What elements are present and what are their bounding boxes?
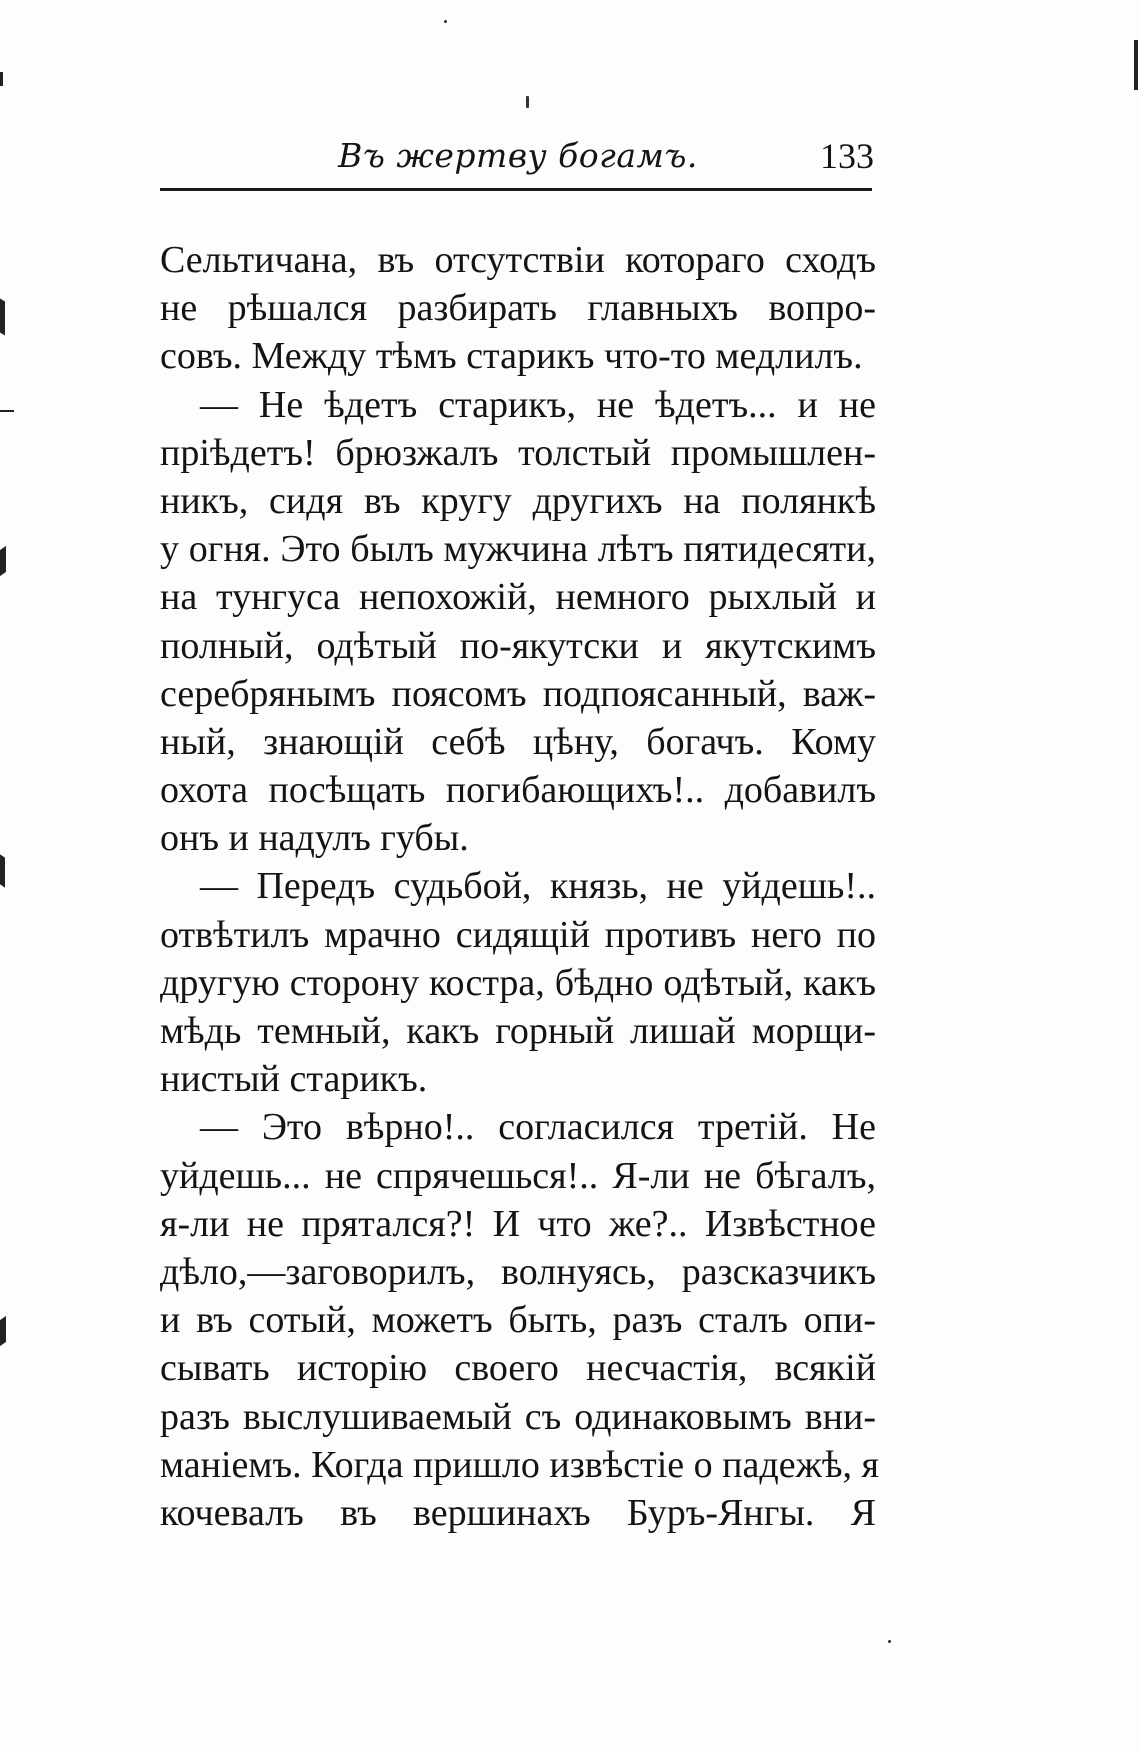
- scan-speck: [888, 1640, 891, 1643]
- scan-artifact: [1134, 40, 1138, 90]
- scan-speck: [526, 96, 529, 108]
- scan-artifact: [0, 854, 5, 888]
- scan-speck: [444, 20, 447, 23]
- text-line: дѣло,—заговорилъ, волнуясь, разсказчикъ: [160, 1250, 876, 1293]
- text-line: разъ выслушиваемый съ одинаковымъ вни-: [160, 1395, 876, 1438]
- text-line: другую сторону костра, бѣдно одѣтый, какъ: [160, 961, 876, 1004]
- scan-artifact: [0, 1316, 6, 1346]
- text-line: нистый старикъ.: [160, 1058, 428, 1101]
- text-line: — Передъ судьбой, князь, не уйдешь!..: [200, 865, 876, 908]
- text-line: серебрянымъ поясомъ подпоясанный, важ-: [160, 672, 876, 715]
- text-line: онъ и надулъ губы.: [160, 817, 469, 860]
- text-line: — Это вѣрно!.. согласился третій. Не: [200, 1106, 876, 1149]
- header-rule: [160, 188, 872, 191]
- page-number: 133: [820, 136, 874, 176]
- text-line: не рѣшался разбирать главныхъ вопро-: [160, 287, 876, 330]
- text-line: и въ сотый, можетъ быть, разъ сталъ опи-: [160, 1299, 876, 1342]
- text-line: маніемъ. Когда пришло извѣстіе о падежѣ, я: [160, 1443, 879, 1486]
- text-line: совъ. Между тѣмъ старикъ что-то медлилъ.: [160, 335, 863, 378]
- text-line: я-ли не прятался?! И что же?.. Извѣстное: [160, 1202, 876, 1245]
- text-line: — Не ѣдетъ старикъ, не ѣдетъ... и не: [200, 383, 876, 426]
- text-line: на тунгуса непохожій, немного рыхлый и: [160, 576, 876, 619]
- text-line: полный, одѣтый по-якутски и якутскимъ: [160, 624, 876, 667]
- scan-artifact: [0, 410, 14, 412]
- text-line: охота посѣщать погибающихъ!.. добавилъ: [160, 769, 876, 812]
- text-line: отвѣтилъ мрачно сидящій противъ него по: [160, 913, 876, 956]
- text-line: сывать исторію своего несчастія, всякій: [160, 1347, 876, 1390]
- text-line: Сельтичана, въ отсутствіи котораго сходъ: [160, 239, 876, 281]
- text-line: пріѣдетъ! брюзжалъ толстый промышлен-: [160, 431, 876, 474]
- running-title: Въ жертву богамъ.: [338, 136, 698, 175]
- scan-artifact: [0, 546, 6, 576]
- text-line: кочевалъ въ вершинахъ Буръ-Янгы. Я: [160, 1491, 876, 1534]
- text-line: уйдешь... не спрячешься!.. Я-ли не бѣгалъ,: [160, 1154, 876, 1197]
- text-line: мѣдь темный, какъ горный лишай морщи-: [160, 1010, 876, 1052]
- text-line: никъ, сидя въ кругу другихъ на полянкѣ: [160, 479, 876, 522]
- body-text: [160, 236, 879, 1537]
- running-header: [162, 134, 874, 180]
- scan-artifact: [0, 72, 3, 86]
- text-line: ный, знающій себѣ цѣну, богачъ. Кому: [160, 720, 876, 763]
- scan-artifact: [0, 299, 5, 336]
- text-line: у огня. Это былъ мужчина лѣтъ пятидесяти,: [160, 528, 876, 571]
